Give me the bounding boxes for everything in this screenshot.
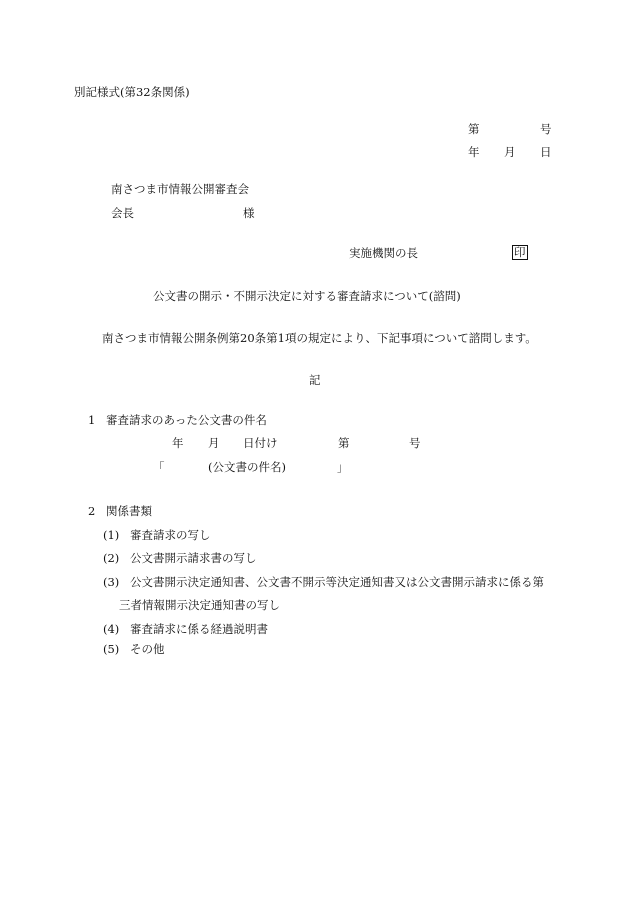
s2-item-num: (1) — [103, 528, 120, 542]
date-month: 月 — [504, 145, 516, 159]
addressee-title: 会長 — [111, 206, 134, 220]
doc-number-suffix: 号 — [540, 122, 552, 136]
s2-item-text: その他 — [130, 642, 165, 656]
s2-item-num: (5) — [103, 642, 120, 656]
sender-title: 実施機関の長 — [349, 246, 418, 260]
s1-number-suffix: 号 — [409, 436, 421, 450]
s2-item-num: (3) — [103, 575, 120, 589]
s2-item-num: (2) — [103, 551, 120, 565]
s2-item-text: 公文書開示請求書の写し — [130, 551, 257, 565]
date-day: 日 — [540, 145, 552, 159]
ki-heading: 記 — [309, 373, 321, 387]
seal-mark — [512, 245, 528, 260]
s1-docname-placeholder: (公文書の件名) — [208, 460, 286, 474]
s1-date-month: 月 — [208, 436, 220, 450]
addressee-org: 南さつま市情報公開審査会 — [111, 182, 249, 196]
s1-docname-open: 「 — [153, 460, 165, 474]
s2-item-text: 公文書開示決定通知書、公文書不開示等決定通知書又は公文書開示請求に係る第 — [130, 575, 544, 589]
s1-date-dated: 日付け — [243, 436, 278, 450]
body-text: 南さつま市情報公開条例第20条第1項の規定により、下記事項について諮問します。 — [102, 331, 537, 345]
addressee-honorific: 様 — [243, 206, 255, 220]
s1-date-year: 年 — [172, 436, 184, 450]
s1-number-prefix: 第 — [338, 436, 350, 450]
subject: 公文書の開示・不開示決定に対する審査請求について(諮問) — [153, 289, 461, 303]
section1-title: 審査請求のあった公文書の件名 — [106, 413, 267, 427]
s2-item-num: (4) — [103, 622, 120, 636]
s2-item-text: 審査請求の写し — [130, 528, 211, 542]
seal-label: 印 — [514, 245, 526, 259]
date-year: 年 — [468, 145, 480, 159]
section2-number: 2 — [88, 504, 96, 518]
section1-number: 1 — [88, 413, 96, 427]
section2-title: 関係書類 — [106, 504, 152, 518]
s2-item-text: 審査請求に係る経過説明書 — [130, 622, 268, 636]
doc-number-prefix: 第 — [468, 122, 480, 136]
form-label: 別記様式(第32条関係) — [74, 85, 190, 99]
s1-docname-close: 」 — [337, 460, 349, 474]
s2-item-continuation: 三者情報開示決定通知書の写し — [119, 598, 280, 612]
